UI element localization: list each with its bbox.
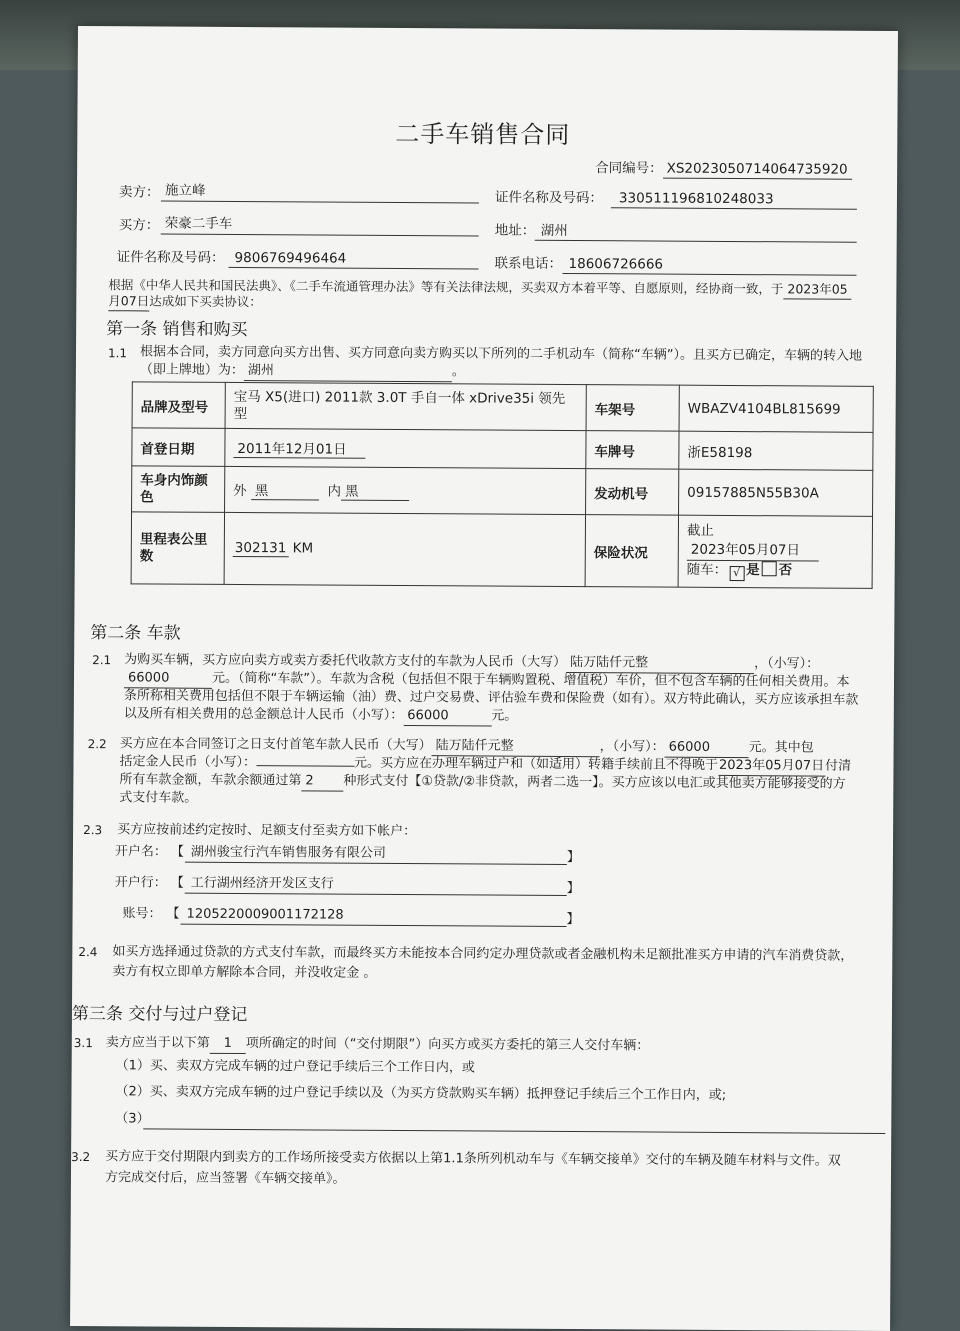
delivery-option-2: （2）买、卖双方完成车辆的过户登记手续以及（为买方贷款购买车辆）抵押登记手续后三个工作日内，或; <box>115 1084 727 1103</box>
section-2-title: 第二条 车款 <box>90 623 181 644</box>
account-name-label: 开户名： <box>114 844 168 860</box>
contract-number: 合同编号： XS2023050714064735920 <box>595 159 852 180</box>
seller-name: 施立峰 <box>164 182 206 199</box>
contract-number-value: XS2023050714064735920 <box>663 160 852 180</box>
color-value: 外 黑 内 黑 <box>225 466 586 514</box>
vin-value: WBAZV4104BL815699 <box>679 385 873 432</box>
clause-2-4-number: 2.4 <box>78 945 98 960</box>
reg-date-value: 2011年12月01日 <box>225 428 586 468</box>
buyer-id: 9806769496464 <box>234 249 347 267</box>
seller-id-label: 证件名称及号码： <box>494 189 604 207</box>
clause-3-2-line1: 买方应于交付期限内到卖方的工作场所接受卖方依据以上第1.1条所列机动车与《车辆交接单》交付的车辆及随车材料与文件。双 <box>105 1149 841 1169</box>
delivery-option-3: （3） <box>115 1111 150 1127</box>
clause-3-2-number: 3.2 <box>71 1149 91 1165</box>
clause-3-1-number: 3.1 <box>73 1035 93 1051</box>
clause-3-1-text: 卖方应当于以下第 1 项所确定的时间（“交付期限”）向买方或买方委托的第三人交付车辆： <box>105 1035 650 1054</box>
buyer-name: 荣豪二手车 <box>164 215 233 232</box>
clause-2-1-number: 2.1 <box>92 653 112 668</box>
account-name: 湖州骏宝行汽车销售服务有限公司 <box>190 844 387 861</box>
color-label: 车身内饰颜 色 <box>132 466 225 513</box>
transfer-place: 湖州 <box>244 362 452 382</box>
clause-2-4-line2: 卖方有权立即单方解除本合同，并没收定金 。 <box>112 964 377 981</box>
section-1-title: 第一条 销售和购买 <box>106 319 248 341</box>
no-checkbox <box>762 561 777 576</box>
vehicle-info-table <box>131 381 874 589</box>
page-title: 二手车销售合同 <box>395 119 571 150</box>
engine-value: 09157885N55B30A <box>679 469 873 516</box>
clause-1-1-text-2: （即上牌地）为： 湖州 。 <box>140 361 465 382</box>
section-3-title: 第三条 交付与过户登记 <box>71 1003 248 1026</box>
clause-2-1-line2: 66000 元。（简称“车款”）。车款为含税（包括但不限于车辆购置税、增值税）车价，但不包含车辆的任何相关费用。本 <box>124 669 850 692</box>
clause-2-1-line4: 以及所有相关费用的总金额总计人民币（小写）： 66000 元。 <box>124 705 518 726</box>
buyer-address-label: 地址： <box>494 222 536 239</box>
yes-checkbox: √ <box>729 566 744 581</box>
clause-2-2-line1: 买方应在本合同签订之日支付首笔车款人民币（大写） 陆万陆仟元整 ，（小写）： 66000 元。其中包 <box>120 735 814 758</box>
clause-2-2-line3: 所有车款金额，车款余额通过第 2 种形式支付【①贷款/②非贷款，两者二选一】。买方应该以电汇或其他卖方能够接受的方 <box>119 772 846 792</box>
intro-text: 根据《中华人民共和国民法典》、《二手车流通管理办法》等有关法律法规，买卖双方本着平等、自愿原则，经协商一致，于 2023年05 <box>108 276 851 300</box>
brand-value: 宝马 X5(进口) 2011款 3.0T 手自一体 xDrive35i 领先 型 <box>225 382 586 430</box>
bank-name: 工行湖州经济开发区支行 <box>190 875 334 892</box>
delivery-option-1: （1）买、卖双方完成车辆的过户登记手续后三个工作日内，或 <box>115 1058 475 1076</box>
buyer-phone-label: 联系电话： <box>494 255 563 272</box>
engine-label: 发动机号 <box>586 469 679 516</box>
clause-2-3-text: 买方应按前述约定按时、足额支付至卖方如下帐户： <box>117 822 417 840</box>
buyer-address: 湖州 <box>540 222 568 239</box>
plate-label: 车牌号 <box>586 431 679 470</box>
clause-2-2-number: 2.2 <box>87 737 107 752</box>
clause-2-1-line3: 条所称相关费用包括但不限于车辆运输（油）费、过户交易费、评估验车费和保险费（如有）。双方特此确认，买方应该承担车款 <box>123 688 859 708</box>
buyer-label: 买方： <box>118 217 160 234</box>
bank-label: 开户行： <box>114 875 167 891</box>
account-number: 1205220009001172128 <box>186 906 344 923</box>
clause-3-2-line2: 方完成交付后，应当签署《车辆交接单》。 <box>104 1170 346 1187</box>
plate-value: 浙E58198 <box>679 431 873 470</box>
clause-1-1-text: 根据本合同，卖方同意向买方出售、买方同意向卖方购买以下所列的二手机动车（简称“车辆”）。且买方已确定，车辆的转入地 <box>139 344 863 364</box>
account-number-label: 账号： <box>122 906 162 922</box>
insurance-value: 截止 2023年05月07日 随车： √ 是 否 <box>678 515 872 588</box>
clause-2-2-line2: 括定金人民币（小写）： 元。买方应在办理车辆过户和（如适用）转籍手续前且不得晚于2023年05月07日付清 <box>119 753 851 776</box>
clause-2-1-line1: 为购买车辆，买方应向卖方或卖方委托代收款方支付的车款为人民币（大写） 陆万陆仟元整 ，（小写）： <box>124 651 819 674</box>
clause-2-3-number: 2.3 <box>83 823 103 838</box>
buyer-phone: 18606726666 <box>568 256 664 273</box>
seller-label: 卖方： <box>118 184 160 201</box>
reg-date-label: 首登日期 <box>132 428 225 467</box>
clause-2-2-line4: 式支付车款。 <box>119 790 198 806</box>
vin-label: 车架号 <box>586 385 679 432</box>
mileage-value: 302131 KM <box>224 512 585 586</box>
seller-id: 330511196810248033 <box>618 190 774 208</box>
buyer-id-label: 证件名称及号码： <box>116 249 225 266</box>
brand-label: 品牌及型号 <box>132 382 225 429</box>
clause-2-4-line1: 如买方选择通过贷款的方式支付车款，而最终买方未能按本合同约定办理贷款或者金融机构未足额批准买方申请的汽车消费贷款， <box>112 944 854 964</box>
mileage-label: 里程表公里 数 <box>131 512 224 585</box>
intro-text-2: 月07日达成如下买卖协议： <box>108 292 262 312</box>
insurance-label: 保险状况 <box>585 515 678 588</box>
clause-1-1-number: 1.1 <box>107 346 128 361</box>
contract-page: 二手车销售合同 合同编号： XS2023050714064735920 卖方： 施立峰 证件名称及号码： 330511196810248033 买方： 荣豪二手车 地址： 湖州 证件名称及号码： 9806769496464 联系电话： 18606726666 根据《中华人民共和国民法典》、《二手车流通管理办法》等有关法律法规，买卖双方本着平等、自愿原则，经协商一致，于 2023年05 月07日达成如下买卖协议： 第一条 销售和购买 1.1 根据本合同，卖方同意向买方出售、买方同意向卖方购买以下所列的二手机动车（简称“车辆”）。且买方已确定，车辆的转入地 （即上牌地）为： 湖州 。 品牌及型号 宝马 X5(进口) 2011款 3.0T 手自一体 xDrive35i 领先 型 车架号 WBAZV4104BL815699 首登日期 2011年12月01日 车牌号 浙E58198 车身内饰颜 色 外 黑 内 黑 发动机号 09157885N55B30A 里程表公里 数 302131 KM 保险状况 截止 2023年05月07日 随车： √ 是 否 第二条 车款 2.1 为购买车辆，买方应向卖方或卖方委托代收款方支付的车款为人民币（大写） 陆万陆仟元整 ，（小写）： 66000 元。（简称“车款”）。车款为含税（包括但不限于车辆购置税、增值税）车价，但不包含车辆的任何相关费用。本 条所称相关费用包括但不限于车辆运输（油）费、过户交易费、评估验车费和保险费（如有）。双方特此确认，买方应该承担车款 以及所有相关费用的总金额总计人民币（小写）： 66000 元。 2.2 买方应在本合同签订之日支付首笔车款人民币（大写） 陆万陆仟元整 ，（小写）： 66000 元。其中包 括定金人民币（小写）： 元。买方应在办理车辆过户和（如适用）转籍手续前且不得晚于2023年05月07日付清 所有车款金额，车款余额通过第 2 种形式支付【①贷款/②非贷款，两者二选一】。买方应该以电汇或其他卖方能够接受的方 式支付车款。 2.3 买方应按前述约定按时、足额支付至卖方如下帐户： 开户名： 【 湖州骏宝行汽车销售服务有限公司 】 开户行： 【 工行湖州经济开发区支行 】 账号： 【 1205220009001172128 】 2.4 如买方选择通过贷款的方式支付车款，而最终买方未能按本合同约定办理贷款或者金融机构未足额批准买方申请的汽车消费贷款， 卖方有权立即单方解除本合同，并没收定金 。 第三条 交付与过户登记 3.1 卖方应当于以下第 1 项所确定的时间（“交付期限”）向买方或买方委托的第三人交付车辆： （1）买、卖双方完成车辆的过户登记手续后三个工作日内，或 （2）买、卖双方完成车辆的过户登记手续以及（为买方贷款购买车辆）抵押登记手续后三个工作日内，或; （3） 3.2 买方应于交付期限内到卖方的工作场所接受卖方依据以上第1.1条所列机动车与《车辆交接单》交付的车辆及随车材料与文件。双 方完成交付后，应当签署《车辆交接单》。 <box>70 26 898 1331</box>
